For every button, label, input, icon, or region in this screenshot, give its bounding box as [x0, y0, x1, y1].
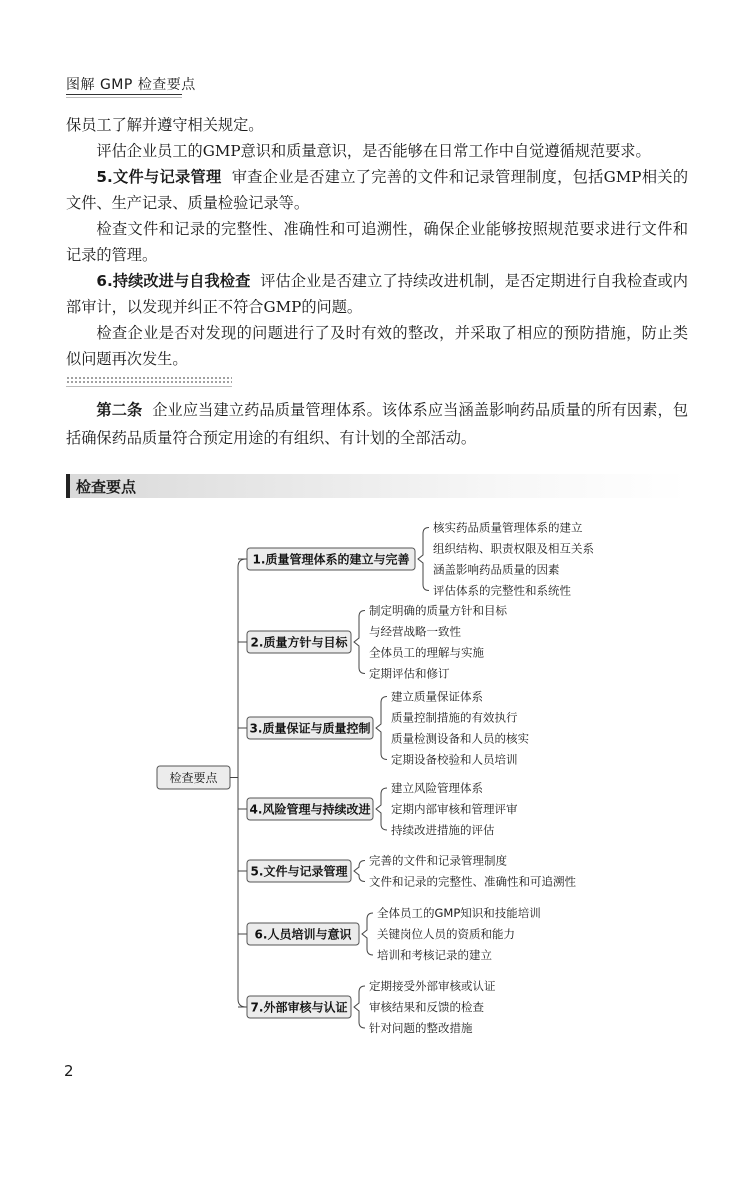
branch-item: 文件和记录的完整性、准确性和可追溯性 [369, 874, 576, 889]
branch-brace [354, 861, 365, 882]
branch-item: 关键岗位人员的资质和能力 [377, 927, 515, 941]
mindmap-spine [238, 559, 246, 1007]
section-marker [66, 474, 70, 498]
branch-brace [354, 611, 365, 674]
dotted-divider [66, 376, 232, 384]
branch-label: 7.外部审核与认证 [250, 1000, 348, 1015]
branch-item: 定期评估和修订 [369, 666, 450, 681]
branch-item: 核实药品质量管理体系的建立 [433, 520, 583, 535]
branch-item: 完善的文件和记录管理制度 [369, 853, 507, 868]
branch-item: 评估体系的完整性和系统性 [433, 583, 571, 598]
branch-label: 3.质量保证与质量控制 [249, 721, 371, 736]
branch-brace [376, 697, 387, 760]
branch-item: 定期设备校验和人员培训 [391, 752, 518, 767]
branch-item: 全体员工的GMP知识和技能培训 [377, 906, 541, 920]
item-6-heading: 6.持续改进与自我检查 [96, 272, 251, 290]
paragraph-6: 检查企业是否对发现的问题进行了及时有效的整改，并采取了相应的预防措施，防止类似问题再次发生。 [66, 324, 688, 368]
article-lead: 第二条 [96, 401, 143, 419]
paragraph-2: 评估企业员工的GMP意识和质量意识，是否能够在日常工作中自觉遵循规范要求。 [96, 142, 651, 160]
item-5-heading: 5.文件与记录管理 [96, 168, 222, 186]
header-rule [66, 94, 182, 95]
section-title: 检查要点 [76, 478, 137, 496]
branch-label: 6.人员培训与意识 [254, 927, 352, 942]
branch-brace [418, 528, 429, 591]
mindmap-root-label: 检查要点 [169, 771, 218, 785]
branch-brace [376, 788, 387, 830]
branch-brace [354, 986, 365, 1028]
article-block [66, 396, 688, 452]
divider-line [66, 386, 232, 387]
branch-item: 涵盖影响药品质量的因素 [433, 562, 560, 577]
branch-brace [362, 913, 373, 955]
branch-item: 建立风险管理体系 [391, 781, 483, 795]
branch-item: 质量检测设备和人员的核实 [391, 731, 529, 746]
paragraph-4: 检查文件和记录的完整性、准确性和可追溯性，确保企业能够按照规范要求进行文件和记录的管理。 [66, 220, 688, 264]
branch-item: 全体员工的理解与实施 [369, 645, 484, 660]
section-heading-bar [66, 474, 688, 498]
branch-item: 组织结构、职责权限及相互关系 [433, 541, 594, 556]
running-title: 图解 GMP 检查要点 [66, 77, 196, 93]
branch-item: 定期内部审核和管理评审 [391, 802, 518, 816]
paragraph-3 [66, 164, 688, 216]
paragraph-1: 保员工了解并遵守相关规定。 [66, 116, 264, 134]
header-rule-light [66, 97, 182, 98]
branch-item: 针对问题的整改措施 [369, 1021, 473, 1035]
branch-item: 建立质量保证体系 [391, 689, 483, 704]
branch-label: 2.质量方针与目标 [250, 635, 348, 650]
branch-label: 4.风险管理与持续改进 [249, 802, 371, 817]
article-text: 企业应当建立药品质量管理体系。该体系应当涵盖影响药品质量的所有因素，包括确保药品质量符合预定用途的有组织、有计划的全部活动。 [66, 401, 689, 447]
page-number: 2 [64, 1062, 74, 1080]
branch-item: 审核结果和反馈的检查 [369, 1000, 484, 1014]
item-5-text: 审查企业是否建立了完善的文件和记录管理制度，包括GMP相关的文件、生产记录、质量检验记录等。 [66, 168, 689, 212]
branch-item: 质量控制措施的有效执行 [391, 710, 518, 725]
branch-label: 1.质量管理体系的建立与完善 [252, 552, 410, 567]
branch-label: 5.文件与记录管理 [250, 864, 348, 879]
branch-item: 培训和考核记录的建立 [377, 948, 492, 962]
body-text [66, 112, 688, 372]
branch-item: 与经营战略一致性 [369, 624, 461, 639]
branch-item: 制定明确的质量方针和目标 [369, 603, 507, 618]
paragraph-5 [66, 268, 688, 320]
branch-item: 持续改进措施的评估 [391, 823, 495, 837]
branch-item: 定期接受外部审核或认证 [369, 979, 496, 993]
item-6-text: 评估企业是否建立了持续改进机制，是否定期进行自我检查或内部审计，以发现并纠正不符合GMP的问题。 [66, 272, 688, 316]
mindmap-diagram [0, 510, 750, 1050]
article-paragraph [66, 396, 688, 452]
